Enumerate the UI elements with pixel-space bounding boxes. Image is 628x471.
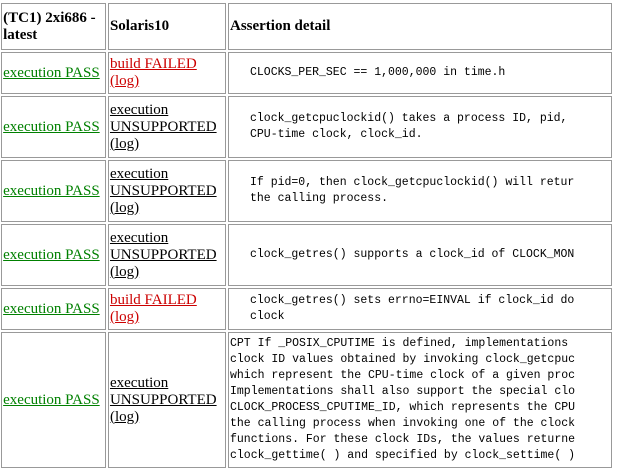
assertion-detail: CLOCKS_PER_SEC == 1,000,000 in time.h xyxy=(249,66,506,79)
results-table xyxy=(0,1,614,470)
assertion-detail: CPT If _POSIX_CPUTIME is defined, implementations clock ID values obtained by invoking clock_getcpuc which represent the CPU-time clock of a given proc Implementations shall also support the special clo CLOCK_PROCESS_CPUTIME_ID, which represents the CPU the calling process when invoking one of the clock functions. For these clock IDs, the values returne clock_gettime( ) and specified by clock_settime( ) xyxy=(229,337,576,462)
solaris-log-link[interactable]: (log) xyxy=(109,309,140,325)
assertion-detail: If pid=0, then clock_getcpuclockid() will retur the calling process. xyxy=(249,176,575,205)
solaris-log-link[interactable]: (log) xyxy=(109,263,140,280)
solaris-status-link[interactable]: build FAILED xyxy=(109,292,197,308)
solaris-log-link[interactable]: (log) xyxy=(109,73,140,89)
assertion-detail: clock_getres() sets errno=EINVAL if clock_id do clock xyxy=(249,294,575,323)
header-row xyxy=(0,3,612,50)
table-row xyxy=(0,288,612,330)
tc1-status-link[interactable]: execution PASS xyxy=(3,64,100,81)
tc1-status-link[interactable]: execution PASS xyxy=(3,118,100,135)
assertion-detail: clock_getcpuclockid() takes a process ID, pid, CPU-time clock, clock_id. xyxy=(249,112,568,141)
solaris-status-link[interactable]: execution UNSUPPORTED xyxy=(109,229,217,263)
solaris-log-link[interactable]: (log) xyxy=(109,199,140,216)
tc1-status-link[interactable]: execution PASS xyxy=(3,246,100,263)
solaris-status-link[interactable]: execution UNSUPPORTED xyxy=(109,165,217,199)
table-row xyxy=(0,52,612,94)
table-row xyxy=(0,160,612,222)
table-row xyxy=(0,224,612,286)
table-row xyxy=(0,96,612,158)
tc1-status-link[interactable]: execution PASS xyxy=(3,391,100,408)
solaris-status-link[interactable]: build FAILED xyxy=(109,56,197,72)
header-tc1: (TC1) 2xi686 - latest xyxy=(1,3,106,50)
solaris-status-link[interactable]: execution UNSUPPORTED xyxy=(109,374,217,408)
assertion-detail: clock_getres() supports a clock_id of CLOCK_MON xyxy=(249,248,575,261)
tc1-status-link[interactable]: execution PASS xyxy=(3,300,100,317)
solaris-log-link[interactable]: (log) xyxy=(109,408,140,425)
solaris-log-link[interactable]: (log) xyxy=(109,135,140,152)
solaris-status-link[interactable]: execution UNSUPPORTED xyxy=(109,101,217,135)
tc1-status-link[interactable]: execution PASS xyxy=(3,182,100,199)
header-detail: Assertion detail xyxy=(228,3,612,50)
table-row xyxy=(0,332,612,468)
header-solaris: Solaris10 xyxy=(108,3,226,50)
